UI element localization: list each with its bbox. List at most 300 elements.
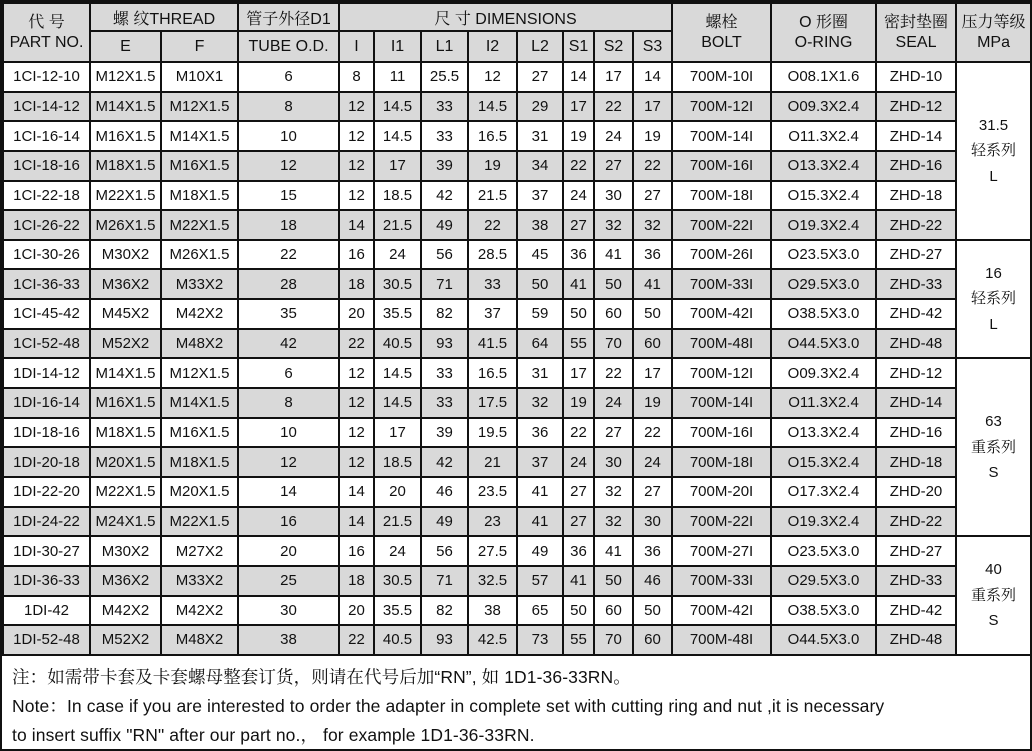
table-cell: M36X2 bbox=[90, 566, 161, 596]
table-cell: O38.5X3.0 bbox=[771, 596, 876, 626]
table-cell: O09.3X2.4 bbox=[771, 358, 876, 388]
part-no-cell: 1CI-30-26 bbox=[3, 240, 90, 270]
part-no-cell: 1CI-52-48 bbox=[3, 329, 90, 359]
table-cell: 22 bbox=[594, 92, 633, 122]
table-cell: 70 bbox=[594, 329, 633, 359]
table-cell: 36 bbox=[563, 240, 594, 270]
table-cell: 70 bbox=[594, 625, 633, 655]
table-cell: 24 bbox=[563, 181, 594, 211]
table-cell: 36 bbox=[633, 536, 672, 566]
pressure-group-line: 重系列 bbox=[971, 438, 1017, 456]
table-cell: M16X1.5 bbox=[161, 151, 238, 181]
table-cell: 14.5 bbox=[374, 121, 421, 151]
table-row bbox=[3, 62, 1031, 92]
spec-table bbox=[2, 2, 1032, 656]
table-cell: 28 bbox=[238, 269, 339, 299]
table-cell: 32 bbox=[594, 210, 633, 240]
table-cell: 27 bbox=[517, 62, 563, 92]
table-cell: 31 bbox=[517, 358, 563, 388]
table-cell: 60 bbox=[633, 329, 672, 359]
table-cell: 17 bbox=[563, 358, 594, 388]
table-cell: 14 bbox=[633, 62, 672, 92]
table-row bbox=[3, 240, 1031, 270]
table-cell: 37 bbox=[517, 447, 563, 477]
col-header-tube-zh: 管子外径D1 bbox=[238, 3, 339, 31]
table-cell: 24 bbox=[563, 447, 594, 477]
table-cell: 19.5 bbox=[468, 418, 517, 448]
table-cell: 27 bbox=[563, 210, 594, 240]
table-cell: 38 bbox=[517, 210, 563, 240]
table-cell: 41 bbox=[563, 566, 594, 596]
table-cell: 22 bbox=[594, 358, 633, 388]
pressure-group-line: S bbox=[988, 612, 999, 630]
table-cell: O11.3X2.4 bbox=[771, 388, 876, 418]
col-header-pressure bbox=[956, 3, 1031, 62]
part-no-cell: 1DI-16-14 bbox=[3, 388, 90, 418]
table-cell: O44.5X3.0 bbox=[771, 625, 876, 655]
table-cell: ZHD-18 bbox=[876, 181, 956, 211]
table-cell: O13.3X2.4 bbox=[771, 418, 876, 448]
table-cell: 56 bbox=[421, 240, 468, 270]
part-no-cell: 1CI-36-33 bbox=[3, 269, 90, 299]
table-cell: M48X2 bbox=[161, 329, 238, 359]
table-cell: ZHD-42 bbox=[876, 596, 956, 626]
table-cell: M14X1.5 bbox=[90, 92, 161, 122]
pressure-group-line: 31.5 bbox=[978, 116, 1009, 134]
table-cell: 22 bbox=[339, 625, 374, 655]
table-row bbox=[3, 625, 1031, 655]
table-cell: 50 bbox=[633, 299, 672, 329]
table-cell: 35 bbox=[238, 299, 339, 329]
pressure-group-line: L bbox=[989, 315, 998, 333]
table-cell: M14X1.5 bbox=[90, 358, 161, 388]
notes bbox=[2, 656, 1030, 750]
table-row bbox=[3, 507, 1031, 537]
table-cell: 12 bbox=[238, 447, 339, 477]
table-cell: 12 bbox=[339, 92, 374, 122]
col-header-thread: 螺 纹THREAD bbox=[90, 3, 238, 31]
table-cell: 82 bbox=[421, 299, 468, 329]
table-cell: ZHD-48 bbox=[876, 625, 956, 655]
table-cell: M20X1.5 bbox=[161, 477, 238, 507]
table-cell: 27 bbox=[633, 477, 672, 507]
table-row bbox=[3, 210, 1031, 240]
col-header-dim-i2: I2 bbox=[468, 31, 517, 62]
table-cell: 27 bbox=[563, 477, 594, 507]
col-header-part-no-zh: 代 号 bbox=[28, 13, 65, 31]
table-cell: ZHD-16 bbox=[876, 151, 956, 181]
table-cell: 18 bbox=[238, 210, 339, 240]
table-cell: M52X2 bbox=[90, 625, 161, 655]
table-cell: 24 bbox=[594, 388, 633, 418]
table-row bbox=[3, 151, 1031, 181]
part-no-cell: 1DI-18-16 bbox=[3, 418, 90, 448]
table-cell: 41 bbox=[563, 269, 594, 299]
table-cell: 42 bbox=[238, 329, 339, 359]
table-cell: 700M-48I bbox=[672, 329, 771, 359]
table-cell: 36 bbox=[633, 240, 672, 270]
table-cell: 42.5 bbox=[468, 625, 517, 655]
table-cell: 93 bbox=[421, 329, 468, 359]
table-cell: ZHD-12 bbox=[876, 358, 956, 388]
table-row bbox=[3, 447, 1031, 477]
table-cell: 14 bbox=[339, 210, 374, 240]
table-cell: 49 bbox=[421, 507, 468, 537]
table-cell: 14 bbox=[563, 62, 594, 92]
col-header-bolt-en: BOLT bbox=[701, 33, 742, 51]
table-row bbox=[3, 566, 1031, 596]
table-cell: 12 bbox=[339, 358, 374, 388]
table-cell: 17 bbox=[374, 151, 421, 181]
col-header-dim-s3: S3 bbox=[633, 31, 672, 62]
col-header-oring-zh: O 形圈 bbox=[799, 13, 848, 31]
table-cell: 700M-22I bbox=[672, 507, 771, 537]
table-cell: 37 bbox=[468, 299, 517, 329]
table-cell: 59 bbox=[517, 299, 563, 329]
table-cell: M16X1.5 bbox=[161, 418, 238, 448]
table-cell: ZHD-42 bbox=[876, 299, 956, 329]
table-cell: 12 bbox=[468, 62, 517, 92]
table-cell: M14X1.5 bbox=[161, 388, 238, 418]
table-cell: 20 bbox=[339, 299, 374, 329]
table-cell: 25 bbox=[238, 566, 339, 596]
table-cell: 27 bbox=[563, 507, 594, 537]
table-cell: O19.3X2.4 bbox=[771, 507, 876, 537]
table-cell: 33 bbox=[421, 121, 468, 151]
table-cell: 14 bbox=[238, 477, 339, 507]
table-cell: 55 bbox=[563, 625, 594, 655]
table-cell: 41 bbox=[633, 269, 672, 299]
pressure-group-line: 重系列 bbox=[971, 586, 1017, 604]
table-cell: ZHD-12 bbox=[876, 92, 956, 122]
table-cell: O44.5X3.0 bbox=[771, 329, 876, 359]
table-cell: 12 bbox=[339, 151, 374, 181]
table-cell: 49 bbox=[421, 210, 468, 240]
table-cell: 17.5 bbox=[468, 388, 517, 418]
note-line-zh: 注：如需带卡套及卡套螺母整套订货，则请在代号后加“RN”, 如 1D1-36-33RN。 bbox=[12, 666, 631, 687]
table-cell: 19 bbox=[633, 121, 672, 151]
table-cell: 28.5 bbox=[468, 240, 517, 270]
table-cell: 18 bbox=[339, 566, 374, 596]
table-cell: ZHD-20 bbox=[876, 477, 956, 507]
table-cell: 12 bbox=[339, 418, 374, 448]
table-cell: M30X2 bbox=[90, 240, 161, 270]
table-cell: 11 bbox=[374, 62, 421, 92]
table-cell: 19 bbox=[633, 388, 672, 418]
table-cell: 50 bbox=[563, 596, 594, 626]
table-cell: 700M-18I bbox=[672, 181, 771, 211]
table-cell: 30.5 bbox=[374, 269, 421, 299]
table-cell: ZHD-10 bbox=[876, 62, 956, 92]
table-cell: 41 bbox=[594, 536, 633, 566]
table-cell: 37 bbox=[517, 181, 563, 211]
table-cell: 700M-48I bbox=[672, 625, 771, 655]
table-cell: 15 bbox=[238, 181, 339, 211]
table-row bbox=[3, 269, 1031, 299]
table-cell: 45 bbox=[517, 240, 563, 270]
table-cell: ZHD-48 bbox=[876, 329, 956, 359]
table-cell: 60 bbox=[594, 299, 633, 329]
table-cell: 10 bbox=[238, 121, 339, 151]
table-row bbox=[3, 418, 1031, 448]
table-cell: 32 bbox=[594, 477, 633, 507]
table-cell: M26X1.5 bbox=[161, 240, 238, 270]
table-cell: 22 bbox=[563, 418, 594, 448]
table-cell: M18X1.5 bbox=[90, 151, 161, 181]
table-cell: 700M-16I bbox=[672, 418, 771, 448]
table-cell: 22 bbox=[563, 151, 594, 181]
table-cell: 14 bbox=[339, 507, 374, 537]
col-header-bolt-zh: 螺栓 bbox=[705, 13, 738, 31]
table-cell: 700M-42I bbox=[672, 299, 771, 329]
part-no-cell: 1CI-26-22 bbox=[3, 210, 90, 240]
note-line-en-1: Note：In case if you are interested to order the adapter in complete set with cutting ring and nut ,it is necessary bbox=[12, 695, 885, 716]
table-cell: M27X2 bbox=[161, 536, 238, 566]
table-cell: 14.5 bbox=[468, 92, 517, 122]
table-cell: 12 bbox=[339, 181, 374, 211]
table-cell: O13.3X2.4 bbox=[771, 151, 876, 181]
pressure-group-cell bbox=[956, 536, 1031, 655]
table-cell: 22 bbox=[468, 210, 517, 240]
table-cell: 700M-10I bbox=[672, 62, 771, 92]
table-cell: 18 bbox=[339, 269, 374, 299]
part-no-cell: 1DI-52-48 bbox=[3, 625, 90, 655]
table-cell: 71 bbox=[421, 566, 468, 596]
table-cell: 19 bbox=[563, 121, 594, 151]
table-cell: 23.5 bbox=[468, 477, 517, 507]
col-header-thread-f: F bbox=[161, 31, 238, 62]
table-cell: 30 bbox=[594, 447, 633, 477]
table-cell: M33X2 bbox=[161, 566, 238, 596]
col-header-dim-i: I bbox=[339, 31, 374, 62]
table-cell: 24 bbox=[594, 121, 633, 151]
table-cell: ZHD-22 bbox=[876, 210, 956, 240]
table-cell: M22X1.5 bbox=[90, 181, 161, 211]
table-cell: O17.3X2.4 bbox=[771, 477, 876, 507]
table-cell: 50 bbox=[633, 596, 672, 626]
col-header-pressure-en: MPa bbox=[977, 33, 1010, 51]
table-cell: 40.5 bbox=[374, 329, 421, 359]
table-cell: 34 bbox=[517, 151, 563, 181]
table-cell: 700M-33I bbox=[672, 269, 771, 299]
table-cell: 30 bbox=[594, 181, 633, 211]
col-header-dim-l2: L2 bbox=[517, 31, 563, 62]
table-cell: 8 bbox=[238, 388, 339, 418]
part-no-cell: 1DI-42 bbox=[3, 596, 90, 626]
col-header-dimensions: 尺 寸 DIMENSIONS bbox=[339, 3, 672, 31]
table-cell: 36 bbox=[563, 536, 594, 566]
table-cell: 22 bbox=[633, 418, 672, 448]
table-cell: 56 bbox=[421, 536, 468, 566]
table-cell: 27.5 bbox=[468, 536, 517, 566]
table-cell: 93 bbox=[421, 625, 468, 655]
table-cell: M12X1.5 bbox=[161, 358, 238, 388]
table-cell: 700M-27I bbox=[672, 536, 771, 566]
table-cell: M22X1.5 bbox=[161, 210, 238, 240]
table-cell: 50 bbox=[594, 566, 633, 596]
table-row bbox=[3, 388, 1031, 418]
table-cell: 60 bbox=[633, 625, 672, 655]
table-cell: 12 bbox=[238, 151, 339, 181]
table-cell: 18.5 bbox=[374, 447, 421, 477]
table-cell: 25.5 bbox=[421, 62, 468, 92]
table-cell: M36X2 bbox=[90, 269, 161, 299]
table-cell: O09.3X2.4 bbox=[771, 92, 876, 122]
table-cell: 27 bbox=[594, 418, 633, 448]
table-cell: 22 bbox=[633, 151, 672, 181]
table-cell: 14.5 bbox=[374, 358, 421, 388]
table-cell: M18X1.5 bbox=[161, 181, 238, 211]
table-cell: M22X1.5 bbox=[161, 507, 238, 537]
table-cell: 12 bbox=[339, 447, 374, 477]
table-cell: 700M-20I bbox=[672, 477, 771, 507]
table-cell: 41 bbox=[517, 507, 563, 537]
part-no-cell: 1CI-45-42 bbox=[3, 299, 90, 329]
table-cell: 20 bbox=[339, 596, 374, 626]
table-cell: 21.5 bbox=[374, 210, 421, 240]
table-cell: 33 bbox=[421, 92, 468, 122]
table-cell: 700M-26I bbox=[672, 240, 771, 270]
col-header-dim-s2: S2 bbox=[594, 31, 633, 62]
pressure-group-line: S bbox=[988, 464, 999, 482]
table-cell: M16X1.5 bbox=[90, 388, 161, 418]
table-cell: M20X1.5 bbox=[90, 447, 161, 477]
col-header-thread-e: E bbox=[90, 31, 161, 62]
table-cell: M24X1.5 bbox=[90, 507, 161, 537]
table-row bbox=[3, 92, 1031, 122]
table-cell: 57 bbox=[517, 566, 563, 596]
table-cell: M42X2 bbox=[90, 596, 161, 626]
table-cell: 35.5 bbox=[374, 596, 421, 626]
table-cell: O38.5X3.0 bbox=[771, 299, 876, 329]
part-no-cell: 1DI-20-18 bbox=[3, 447, 90, 477]
part-no-cell: 1CI-18-16 bbox=[3, 151, 90, 181]
table-cell: ZHD-33 bbox=[876, 566, 956, 596]
table-cell: 33 bbox=[421, 358, 468, 388]
col-header-oring bbox=[771, 3, 876, 62]
table-cell: 700M-33I bbox=[672, 566, 771, 596]
table-cell: 22 bbox=[238, 240, 339, 270]
part-no-cell: 1CI-16-14 bbox=[3, 121, 90, 151]
table-cell: 12 bbox=[339, 388, 374, 418]
table-cell: 71 bbox=[421, 269, 468, 299]
col-header-seal bbox=[876, 3, 956, 62]
table-cell: 21.5 bbox=[374, 507, 421, 537]
col-header-dim-i1: I1 bbox=[374, 31, 421, 62]
table-cell: 700M-14I bbox=[672, 388, 771, 418]
part-no-cell: 1DI-30-27 bbox=[3, 536, 90, 566]
col-header-tube-en: TUBE O.D. bbox=[238, 31, 339, 62]
table-cell: 700M-12I bbox=[672, 358, 771, 388]
pressure-group-line: L bbox=[989, 167, 998, 185]
table-cell: 31 bbox=[517, 121, 563, 151]
table-cell: 16.5 bbox=[468, 121, 517, 151]
col-header-pressure-zh: 压力等级 bbox=[961, 13, 1026, 31]
table-cell: 46 bbox=[633, 566, 672, 596]
table-cell: 14.5 bbox=[374, 388, 421, 418]
table-cell: 21.5 bbox=[468, 181, 517, 211]
table-cell: 17 bbox=[594, 62, 633, 92]
table-cell: O08.1X1.6 bbox=[771, 62, 876, 92]
table-cell: 21 bbox=[468, 447, 517, 477]
table-cell: M18X1.5 bbox=[90, 418, 161, 448]
table-cell: 41 bbox=[594, 240, 633, 270]
table-cell: O29.5X3.0 bbox=[771, 269, 876, 299]
pressure-group-line: 16 bbox=[985, 264, 1002, 282]
part-no-cell: 1DI-14-12 bbox=[3, 358, 90, 388]
table-cell: 82 bbox=[421, 596, 468, 626]
table-cell: M30X2 bbox=[90, 536, 161, 566]
col-header-part-no bbox=[3, 3, 90, 62]
table-cell: 60 bbox=[594, 596, 633, 626]
table-cell: 19 bbox=[563, 388, 594, 418]
table-cell: 41 bbox=[517, 477, 563, 507]
table-cell: 50 bbox=[563, 299, 594, 329]
table-cell: 16.5 bbox=[468, 358, 517, 388]
table-cell: 27 bbox=[633, 181, 672, 211]
pressure-group-cell bbox=[956, 240, 1031, 359]
table-cell: 18.5 bbox=[374, 181, 421, 211]
table-cell: 14.5 bbox=[374, 92, 421, 122]
col-header-seal-zh: 密封垫圈 bbox=[884, 13, 949, 31]
table-cell: 55 bbox=[563, 329, 594, 359]
table-cell: 33 bbox=[421, 388, 468, 418]
table-cell: 50 bbox=[517, 269, 563, 299]
table-cell: M12X1.5 bbox=[90, 62, 161, 92]
table-cell: 65 bbox=[517, 596, 563, 626]
table-row bbox=[3, 121, 1031, 151]
table-cell: 700M-12I bbox=[672, 92, 771, 122]
table-row bbox=[3, 329, 1031, 359]
table-cell: 6 bbox=[238, 358, 339, 388]
table-cell: 20 bbox=[238, 536, 339, 566]
table-cell: 700M-16I bbox=[672, 151, 771, 181]
table-cell: 12 bbox=[339, 121, 374, 151]
table-cell: 32.5 bbox=[468, 566, 517, 596]
pressure-group-line: 轻系列 bbox=[971, 290, 1017, 308]
table-cell: ZHD-18 bbox=[876, 447, 956, 477]
table-cell: 24 bbox=[633, 447, 672, 477]
table-cell: 32 bbox=[594, 507, 633, 537]
table-cell: M45X2 bbox=[90, 299, 161, 329]
table-cell: M18X1.5 bbox=[161, 447, 238, 477]
table-cell: M22X1.5 bbox=[90, 477, 161, 507]
col-header-dim-l1: L1 bbox=[421, 31, 468, 62]
table-cell: O15.3X2.4 bbox=[771, 181, 876, 211]
table-cell: M48X2 bbox=[161, 625, 238, 655]
table-cell: 16 bbox=[339, 240, 374, 270]
part-no-cell: 1CI-14-12 bbox=[3, 92, 90, 122]
table-cell: M52X2 bbox=[90, 329, 161, 359]
table-cell: 30.5 bbox=[374, 566, 421, 596]
table-cell: M42X2 bbox=[161, 299, 238, 329]
pressure-group-cell bbox=[956, 62, 1031, 240]
table-cell: 64 bbox=[517, 329, 563, 359]
table-cell: 49 bbox=[517, 536, 563, 566]
col-header-part-no-en: PART NO. bbox=[9, 33, 84, 51]
col-header-bolt bbox=[672, 3, 771, 62]
table-cell: 50 bbox=[594, 269, 633, 299]
table-cell: 38 bbox=[238, 625, 339, 655]
table-cell: 42 bbox=[421, 447, 468, 477]
table-cell: 39 bbox=[421, 418, 468, 448]
table-cell: M14X1.5 bbox=[161, 121, 238, 151]
table-cell: 40.5 bbox=[374, 625, 421, 655]
table-cell: 700M-22I bbox=[672, 210, 771, 240]
table-cell: 33 bbox=[468, 269, 517, 299]
table-cell: 36 bbox=[517, 418, 563, 448]
table-cell: 8 bbox=[238, 92, 339, 122]
